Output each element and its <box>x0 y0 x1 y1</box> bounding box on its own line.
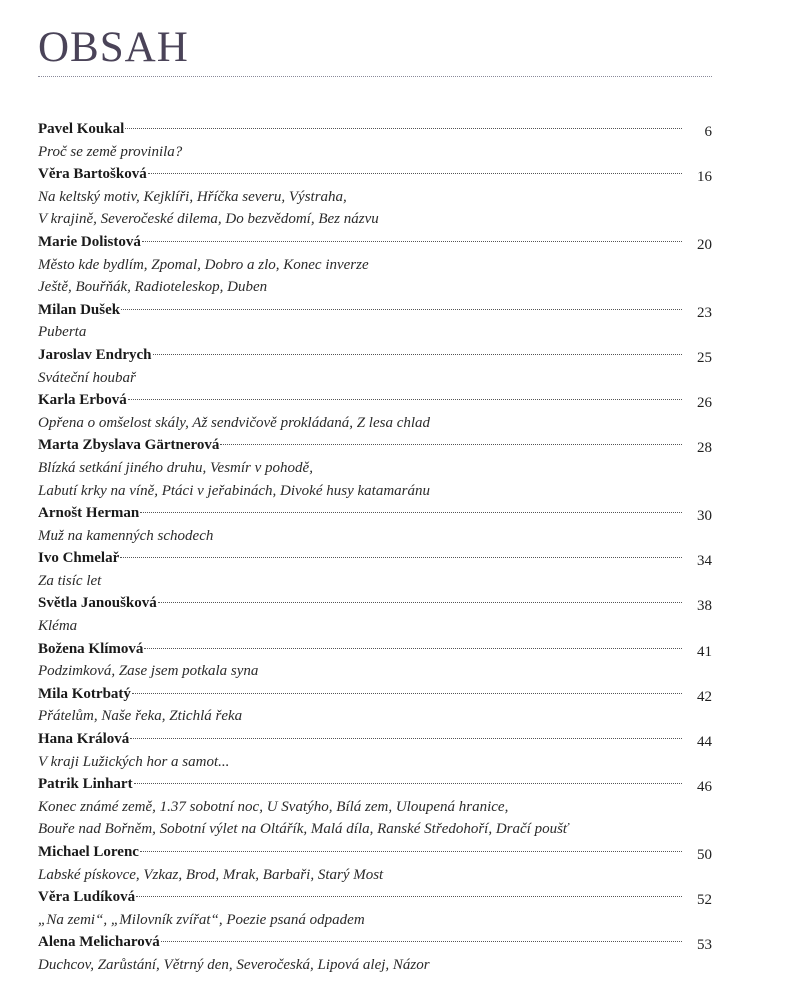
works-list: Muž na kamenných schodech <box>38 527 214 544</box>
toc-entry <box>38 389 712 434</box>
toc-entry <box>38 344 712 389</box>
page-number: 53 <box>697 937 712 954</box>
works-list: Proč se země provinila? <box>38 143 183 160</box>
author-name: Milan Dušek <box>38 301 121 318</box>
toc-entry <box>38 638 712 683</box>
dot-leader <box>121 309 682 310</box>
page-number: 34 <box>697 553 712 570</box>
toc-entry <box>38 502 712 547</box>
toc-author-line <box>38 231 712 254</box>
page-number: 30 <box>697 508 712 525</box>
table-of-contents <box>38 118 712 977</box>
dot-leader <box>220 444 682 445</box>
works-list: V krajině, Severočeské dilema, Do bezvědomí, Bez názvu <box>38 211 379 228</box>
author-name: Michael Lorenc <box>38 844 139 860</box>
works-list: Puberta <box>38 324 87 341</box>
page-number: 28 <box>697 440 712 457</box>
works-list: Konec známé země, 1.37 sobotní noc, U Svatýho, Bílá zem, Uloupená hranice, <box>38 798 509 815</box>
page-number: 6 <box>704 124 712 140</box>
toc-entry <box>38 841 712 886</box>
toc-author-line <box>38 728 712 751</box>
dot-leader <box>132 693 682 694</box>
dot-leader <box>128 399 682 400</box>
page-number: 16 <box>697 169 712 186</box>
page-number: 38 <box>697 598 712 615</box>
works-list: Kléma <box>38 618 78 635</box>
toc-author-line <box>38 931 712 954</box>
works-list: Labské pískovce, Vzkaz, Brod, Mrak, Barbaři, Starý Most <box>38 866 384 883</box>
works-list: Sváteční houbař <box>38 369 136 386</box>
dot-leader <box>142 241 682 242</box>
dot-leader <box>130 738 682 739</box>
toc-entry <box>38 683 712 728</box>
works-list: Blízká setkání jiného druhu, Vesmír v pohodě, <box>38 459 313 476</box>
dot-leader <box>120 557 682 558</box>
author-name: Světla Janoušková <box>38 595 157 612</box>
works-list: Opřena o omšelost skály, Až sendvičově prokládaná, Z lesa chlad <box>38 414 431 431</box>
page-number: 42 <box>697 688 712 705</box>
toc-author-line <box>38 841 712 864</box>
toc-entry <box>38 118 712 163</box>
author-name: Arnošt Herman <box>38 505 140 522</box>
toc-entry <box>38 931 712 976</box>
author-name: Věra Bartošková <box>38 166 147 183</box>
toc-author-line <box>38 389 712 412</box>
toc-author-line <box>38 434 712 457</box>
toc-author-line <box>38 344 712 367</box>
dot-leader <box>144 648 682 649</box>
title-divider <box>38 76 712 77</box>
works-list: Ještě, Bouřňák, Radioteleskop, Duben <box>38 279 268 296</box>
dot-leader <box>140 512 682 513</box>
author-name: Božena Klímová <box>38 640 144 657</box>
dot-leader <box>134 783 682 784</box>
toc-entry <box>38 592 712 637</box>
toc-author-line <box>38 773 712 796</box>
toc-entry <box>38 773 712 841</box>
dot-leader <box>125 128 682 129</box>
toc-entry <box>38 163 712 231</box>
toc-author-line <box>38 592 712 615</box>
works-list: Na keltský motiv, Kejklíři, Hříčka severu, Výstraha, <box>38 188 347 205</box>
author-name: Alena Melicharová <box>38 934 160 951</box>
author-name: Věra Ludíková <box>38 889 136 906</box>
toc-entry <box>38 434 712 502</box>
author-name: Pavel Koukal <box>38 121 125 137</box>
toc-entry <box>38 231 712 299</box>
page-number: 20 <box>697 236 712 253</box>
author-name: Patrik Linhart <box>38 776 133 793</box>
author-name: Ivo Chmelař <box>38 550 120 567</box>
page-number: 46 <box>697 779 712 796</box>
author-name: Jaroslav Endrych <box>38 346 152 363</box>
works-list: Labutí krky na víně, Ptáci v jeřabinách, Divoké husy katamaránu <box>38 482 430 499</box>
toc-author-line <box>38 886 712 909</box>
works-list: Podzimková, Zase jsem potkala syna <box>38 663 259 680</box>
author-name: Marie Dolistová <box>38 233 141 250</box>
toc-author-line <box>38 683 712 706</box>
author-name: Hana Králová <box>38 731 130 748</box>
works-list: Město kde bydlím, Zpomal, Dobro a zlo, Konec inverze <box>38 256 369 273</box>
page-title: OBSAH <box>38 24 189 71</box>
author-name: Marta Zbyslava Gärtnerová <box>38 437 220 454</box>
toc-author-line <box>38 502 712 525</box>
toc-entry <box>38 299 712 344</box>
works-list: V kraji Lužických hor a samot... <box>38 753 230 770</box>
author-name: Mila Kotrbatý <box>38 685 131 702</box>
toc-author-line <box>38 638 712 661</box>
works-list: Přátelům, Naše řeka, Ztichlá řeka <box>38 708 243 725</box>
toc-author-line <box>38 299 712 322</box>
toc-entry <box>38 728 712 773</box>
page-number: 44 <box>697 734 712 751</box>
page-number: 26 <box>697 395 712 412</box>
works-list: „Na zemi“, „Milovník zvířat“, Poezie psaná odpadem <box>38 911 365 928</box>
works-list: Bouře nad Bořněm, Sobotní výlet na Oltářík, Malá díla, Ranské Středohoří, Dračí poušť <box>38 821 569 838</box>
page-number: 23 <box>697 304 712 321</box>
page-number: 41 <box>697 643 712 660</box>
dot-leader <box>136 896 682 897</box>
toc-entry <box>38 886 712 931</box>
page-number: 50 <box>697 847 712 863</box>
page-number: 52 <box>697 892 712 909</box>
works-list: Duchcov, Zarůstání, Větrný den, Severočeská, Lipová alej, Názor <box>38 956 430 973</box>
author-name: Karla Erbová <box>38 392 127 409</box>
toc-author-line <box>38 547 712 570</box>
toc-entry <box>38 547 712 592</box>
dot-leader <box>148 173 682 174</box>
dot-leader <box>153 354 683 355</box>
toc-author-line <box>38 163 712 186</box>
toc-author-line <box>38 118 712 141</box>
dot-leader <box>158 602 682 603</box>
works-list: Za tisíc let <box>38 572 102 589</box>
dot-leader <box>140 851 682 852</box>
page-number: 25 <box>697 349 712 366</box>
dot-leader <box>161 941 682 942</box>
